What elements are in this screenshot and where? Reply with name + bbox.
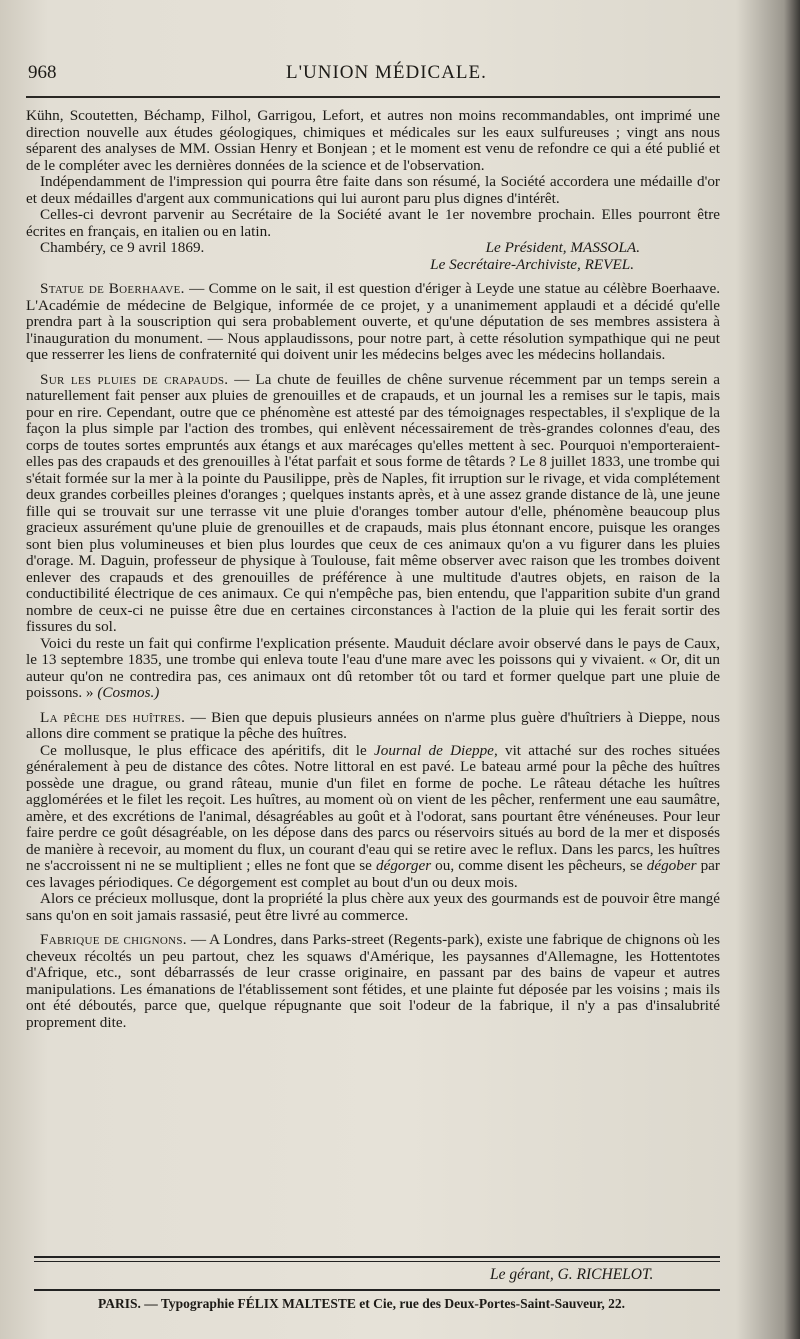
printer-imprint: PARIS. — Typographie FÉLIX MALTESTE et Cie, rue des Deux-Portes-Saint-Sauveur, 22. [98, 1296, 626, 1311]
running-title: L'UNION MÉDICALE. [286, 62, 487, 83]
huitres-paragraph-2: Ce mollusque, le plus efficace des apéritifs, dit le Journal de Dieppe, vit attaché sur des roches situées généralement à peu de distance des côtes. Notre littoral en est pavé. Le bateau armé pour la pêche des huîtres possède une drague, ou grand râteau, munie d'un filet en forme de poche. Le râteau détache les huîtres agglomérées et le filet les reçoit. Les huîtres, au moment où on vient de les pêcher, renferment une eau saumâtre, amère, et des excrétions de l'animal, désagréables au goût et à l'odorat, sans pourtant être vénéneuses. Pour leur faire perdre ce goût désagréable, on les dépose dans des parcs ou réservoirs situés au bord de la mer et disposés de manière à recevoir, au moment du flux, un courant d'eau qui se retire avec le reflux. Dans les parcs, les huîtres ne s'accroissent ni ne se multiplient ; elles ne font que se dégorger ou, comme disent les pêcheurs, se dégober par ces lavages périodiques. Ce dégorgement est complet au bout d'un ou deux mois. [26, 741, 721, 891]
intro-paragraph-1: Kühn, Scoutetten, Béchamp, Filhol, Garrigou, Lefort, et autres non moins recommandables, ont imprimé une direction nouvelle aux études géologiques, chimiques et médicales sur les eaux sulfureuses ; vingt ans nous séparent des analyses de MM. Ossian Henry et Bonjean ; et le moment est venu de refondre ce qui a été publié et de le compléter avec les dernières données de la science et de l'observation. [26, 107, 720, 174]
header-rule [26, 96, 720, 98]
section-heading: Fabrique de chignons. [40, 931, 187, 948]
section-text: — Bien que depuis plusieurs années on n'arme plus guère d'huîtriers à Dieppe, nous allons dire comment se pratique la pêche des huîtres. [26, 708, 720, 742]
journal-title: Journal de Dieppe [374, 741, 494, 759]
section-huitres [26, 710, 720, 743]
footer-rule [34, 1261, 720, 1262]
section-text: — La chute de feuilles de chêne survenue récemment par un temps serein a naturellement fait penser aux pluies de grenouilles et de crapauds, et un journal les a remises sur le tapis, mais pour en rire. Cependant, outre que ce phénomène est attesté par des témoignages respectables, il s'explique de la façon la plus simple par l'action des trombes, qui enlèvent nécessairement de très-grandes colonnes d'eau, des corps de toutes sortes empruntés aux étangs et aux marécages qu'elles mettent à sec. Pourquoi n'emporteraient-elles pas des crapauds et des grenouilles à l'état parfait et sous forme de têtards ? Le 8 juillet 1833, une trombe qui s'était formée sur la mer à la pointe du Pausilippe, près de Naples, fit irruption sur le rivage, et vida complétement deux grandes corbeilles pleines d'oranges ; quelques instants après, et à une assez grande distance de là, une jeune fille qui se trouvait sur une terrasse vit une pluie d'oranges tomber autour d'elle, phénomène beaucoup plus gracieux assurément qu'une pluie de grenouilles et de crapauds, mais plus étonnant encore, puisque les oranges sont bien plus volumineuses et bien plus lourdes que ceux de ces animaux qu'on a vu figurer dans les pluies d'orage. M. Daguin, professeur de physique à Toulouse, fait même observer avec raison que les trombes doivent enlever des crapauds et des grenouilles de préférence à une multitude d'autres objets, en raison de la conductibilité électrique de ces animaux. Ce qui n'empêche pas, bien entendu, que l'apparition subite d'un grand nombre de ceux-ci ne puisse être due en certaines circonstances à l'action de la pluie qui les ferait sortir des fissures du sol. [26, 370, 720, 635]
section-heading: La pêche des huîtres. [40, 708, 186, 726]
signature-line [26, 240, 720, 257]
intro-paragraph-3: Celles-ci devront parvenir au Secrétaire de la Société avant le 1er novembre prochain. Elles pourront être écrites en français, en italien ou en latin. [26, 206, 720, 240]
source-citation: (Cosmos.) [97, 684, 160, 701]
page-number: 968 [28, 62, 57, 83]
section-boerhaave [26, 281, 720, 364]
place-date: Chambéry, ce 9 avril 1869. [40, 239, 205, 256]
section-heading: Statue de Boerhaave. [40, 280, 185, 297]
page-header [26, 62, 726, 84]
footer-rule [34, 1289, 720, 1291]
article-body [26, 108, 720, 1031]
section-chignons [26, 932, 720, 1031]
footer-rule [34, 1256, 720, 1258]
pluies-paragraph-2: Voici du reste un fait qui confirme l'explication présente. Mauduit déclare avoir observé dans le pays de Caux, le 13 septembre 1835, une trombe qui enleva toute l'eau d'une mare avec les poissons qui y vivaient. « Or, dit un auteur qu'on ne contredira pas, ces animaux ont dû retomber tôt ou tard et former quelque part une pluie de poissons. » (Cosmos.) [26, 634, 720, 701]
secretary-signature: Le Secrétaire-Archiviste, REVEL. [430, 255, 634, 273]
section-text: — A Londres, dans Parks-street (Regents-park), existe une fabrique de chignons où les cheveux récoltés un peu partout, chez les squaws d'Amérique, les paysannes d'Allemagne, les Hottentotes d'Afrique, etc., sont débarrassés de leur crasse originaire, en passant par des bains de vapeur et autres manipulations. Les émanations de l'établissement sont fétides, et une plainte fut déposée par les voisins ; mais ils ont été déboutés, parce que, quelque répugnante que soit l'odeur de la fabrique, il n'y a pas d'insalubrité proprement dite. [26, 931, 720, 1031]
huitres-paragraph-3: Alors ce précieux mollusque, dont la propriété la plus chère aux yeux des gourmands est de pouvoir être mangé sans qu'on en soit jamais rassasié, peut être livré au commerce. [26, 890, 720, 924]
gerant-signature: Le gérant, G. RICHELOT. [490, 1266, 654, 1283]
president-signature: Le Président, MASSOLA. [485, 239, 640, 256]
section-heading: Sur les pluies de crapauds. [40, 370, 229, 388]
section-pluies [26, 372, 720, 636]
section-text: — Comme on le sait, il est question d'ériger à Leyde une statue au célèbre Boerhaave. L'Académie de médecine de Belgique, informée de ce projet, y a unanimement applaudi et a décidé qu'elle prendra part à la souscription qui sera probablement ouverte, et qu'une députation de ses membres assistera à l'inauguration du monument. — Nous applaudissons, pour notre part, à cette résolution sympathique qui ne peut que resserrer les liens de confraternité qui doivent unir les médecins belges avec les médecins hollandais. [26, 280, 720, 363]
intro-paragraph-2: Indépendamment de l'impression qui pourra être faite dans son résumé, la Société accordera une médaille d'or et deux médailles d'argent aux communications qui lui auront paru plus dignes d'intérêt. [26, 173, 720, 207]
